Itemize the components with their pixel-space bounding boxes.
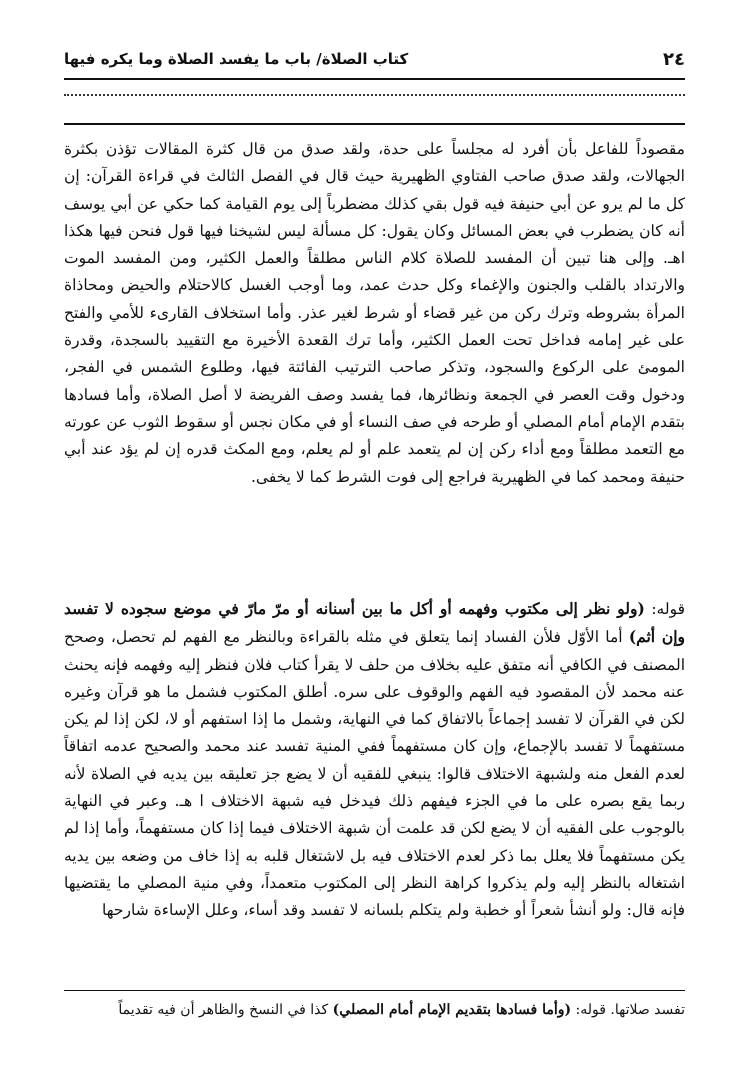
paragraph-2-intro: قوله: <box>644 600 685 618</box>
section-rule <box>64 123 685 125</box>
footnote-quote: (وأما فسادها بتقديم الإمام أمام المصلي) <box>332 1002 572 1018</box>
paragraph-2 <box>64 595 685 925</box>
running-header <box>64 44 685 74</box>
paragraph-1: مقصوداً للفاعل بأن أفرد له مجلساً على حدة، ولقد صدق من قال كثرة المقالات تؤذن بكثرة الجهالات، ولقد صدق صاحب الفتاوي الظهيرية حيث قال في الفصل الثالث في قراءة القرآن: إن كل ما لم يرو عن أبي حنيفة فيه قول بقي كذلك مضطرباً إلى يوم القيامة كما حكي عن أبي يوسف أنه كان يضطرب في بعض المسائل وكان يقول: كل مسألة ليس لشيخنا فيها قول فنحن فيها هكذا اهـ. وإلى هنا تبين أن المفسد للصلاة كلام الناس مطلقاً والعمل الكثير، ومن المفسد الموت والارتداد بالقلب والجنون والإغماء وكل حدث عمد، وما أوجب الغسل كالاحتلام والحيض ومحاذاة المرأة بشروطه وترك ركن من غير قضاء أو شرط لغير عذر. وأما استخلاف القارىء للأمي والفتح على غير إمامه فداخل تحت العمل الكثير، وأما ترك القعدة الأخيرة مع التقييد بالسجدة، وقدرة المومئ على الركوع والسجود، وتذكر صاحب الترتيب الفائتة فيها، وطلوع الشمس في الفجر، ودخول وقت العصر في الجمعة ونظائرها، فما يفسد وصف الفريضة لا أصل الصلاة، وأما فسادها بتقدم الإمام أمام المصلي أو طرحه في صف النساء أو في مكان نجس أو سقوط الثوب عن عورته مع التعمد مطلقاً ومع أداء ركن إن لم يتعمد علم أو لم يعلم، ومع المكث قدره إن لم يؤد عند أبي حنيفة ومحمد كما في الظهيرية فراجع إلى فوت الشرط كما لا يخفى. <box>64 140 685 486</box>
footnote-before: تفسد صلاتها. قوله: <box>571 1002 685 1018</box>
header-rule <box>64 78 685 80</box>
paragraph-2-body: أما الأوّل فلأن الفساد إنما يتعلق في مثله بالقراءة وبالنظر مع الفهم لم تحصل، وصحح المصنف في الكافي أنه متفق عليه بخلاف من حلف لا يقرأ كتاب فلان فنظر إليه وفهمه فإنه يحنث عنه محمد لأن المقصود فيه الفهم والوقوف على سره. أطلق المكتوب فشمل ما هو قرآن وغيره لكن في القرآن لا تفسد إجماعاً بالاتفاق كما في النهاية، وشمل ما إذا استفهم أو لا، لكن إذا لم يكن مستفهماً لا تفسد بالإجماع، وإن كان مستفهماً ففي المنية تفسد عند محمد والصحيح عدمه اتفاقاً لعدم الفعل منه ولشبهة الاختلاف قالوا: ينبغي للفقيه أن لا يضع جز تعليقه بين يديه في الصلاة لأنه ربما يقع بصره على ما في الجزء فيفهم ذلك فيدخل فيه شبهة الاختلاف ا هـ. وعبر في النهاية بالوجوب على الفقيه أن لا يضع لكن قد علمت أن شبهة الاختلاف فيما إذا كان مستفهماً، وأما إذا لم يكن مستفهماً فلا يعلل بما ذكر لعدم الاختلاف فيه بل لاشتغال قلبه به إذا خاف من وضعه بين يديه اشتغاله بالنظر إليه ولم يذكروا كراهة النظر إلى المكتوب متعمداً، وفي منية المصلي ما يقتضيها فإنه قال: ولو أنشأ شعراً أو خطبة ولم يتكلم بلسانه لا تفسد وقد أساء، وعلل الإساءة شارحها <box>64 628 685 920</box>
quoted-commentary-phrase: (ولو نظر إلى مكتوب وفهمه أو أكل ما بين أسنانه أو مرّ مارّ في موضع سجوده لا تفسد وإن أثم) <box>64 599 685 647</box>
page-number: ٢٤ <box>663 48 685 70</box>
chapter-title: كتاب الصلاة/ باب ما يفسد الصلاة وما يكره فيها <box>64 50 409 68</box>
dotted-divider <box>64 94 685 96</box>
footnote-rule <box>64 990 685 991</box>
footnote <box>64 998 685 1022</box>
footnote-after: كذا في النسخ والظاهر أن فيه تقديماً <box>118 1002 333 1018</box>
